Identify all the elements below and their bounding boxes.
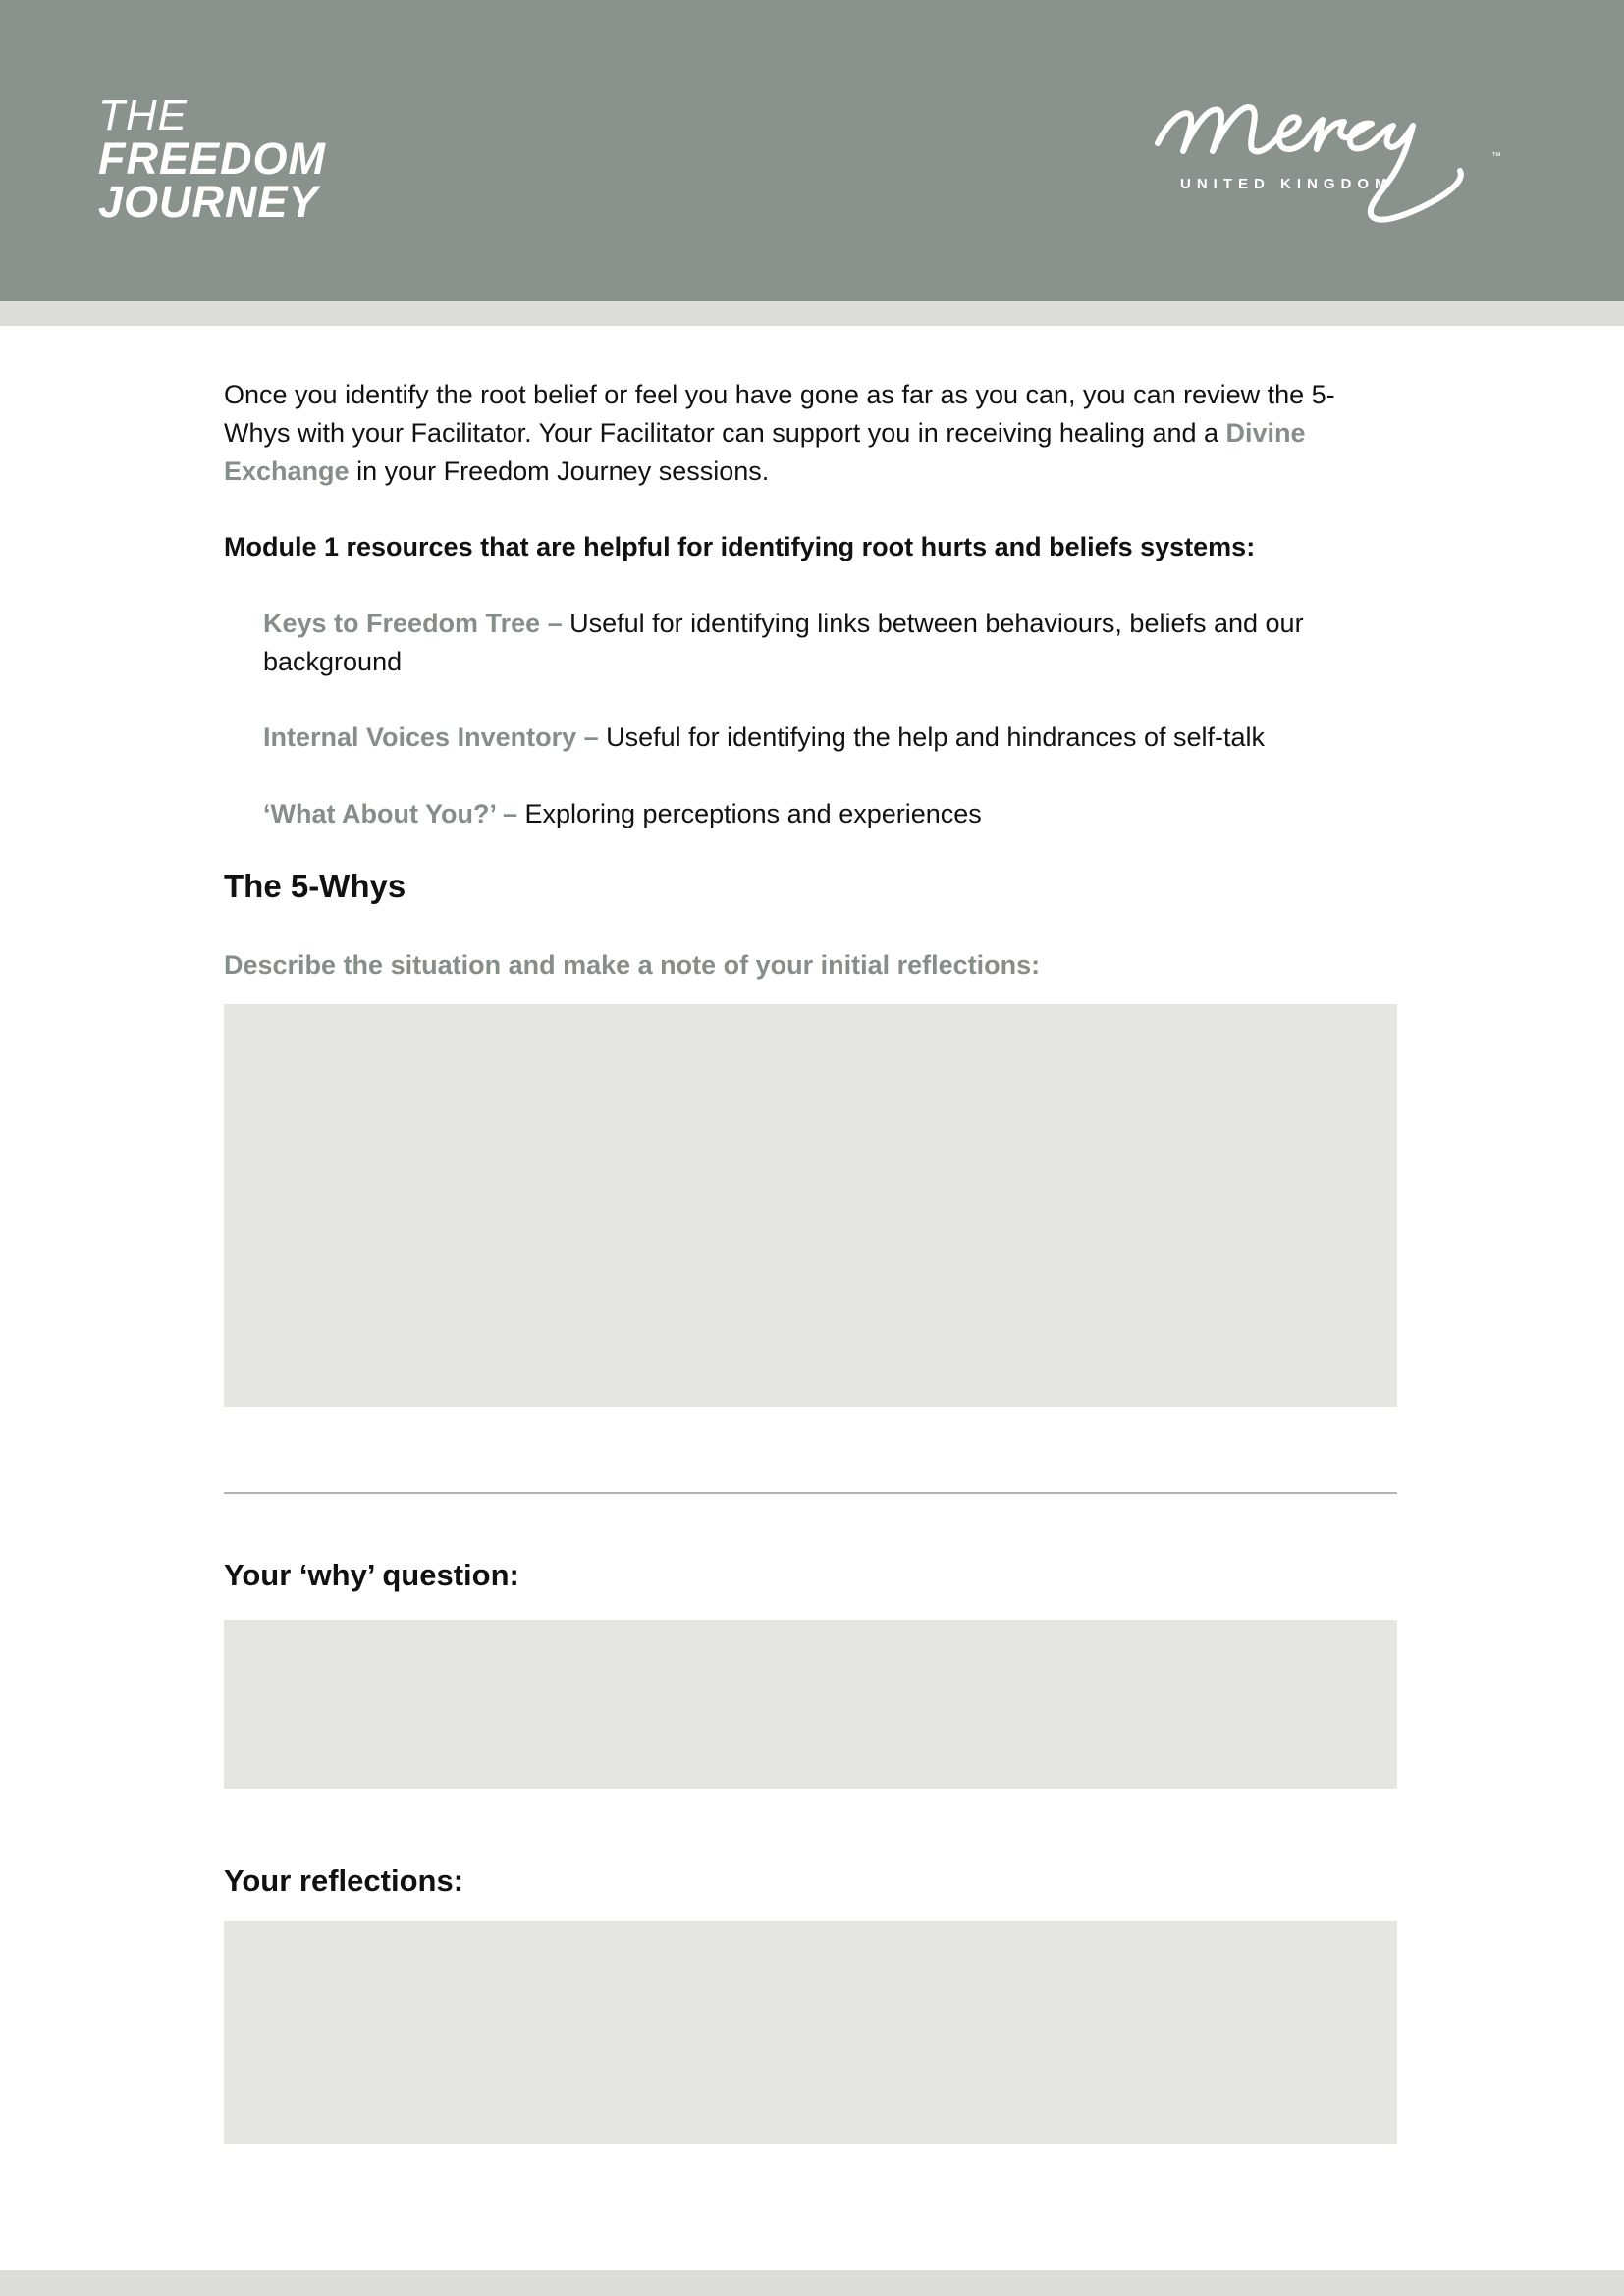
intro-text-after: in your Freedom Journey sessions. [349, 456, 770, 486]
resource-title: Keys to Freedom Tree – [263, 609, 563, 638]
brand-line-freedom: FREEDOM [98, 133, 326, 184]
resource-item-what-about-you [263, 795, 1402, 833]
brand-line-journey: JOURNEY [98, 177, 319, 227]
logo-subtitle: UNITED KINGDOM [1180, 176, 1393, 192]
brand-title [98, 91, 326, 227]
header-strip [0, 301, 1624, 326]
header-banner [0, 0, 1624, 301]
resources-heading: Module 1 resources that are helpful for identifying root hurts and beliefs systems: [224, 532, 1256, 561]
intro-paragraph [224, 376, 1398, 491]
resource-description: Useful for identifying the help and hindrances of self-talk [598, 722, 1266, 752]
section-divider [224, 1492, 1397, 1494]
situation-textbox[interactable] [224, 1004, 1397, 1407]
resource-item-internal-voices-inventory [263, 719, 1402, 757]
why-question-label: Your ‘why’ question: [224, 1558, 519, 1592]
resource-description: Useful for identifying links between behaviours, beliefs and our background [263, 609, 1304, 676]
section-title-5-whys: The 5-Whys [224, 868, 406, 904]
situation-label: Describe the situation and make a note of your initial reflections: [224, 950, 1041, 980]
resource-description: Exploring perceptions and experiences [516, 799, 982, 828]
why-question-textbox[interactable] [224, 1620, 1397, 1789]
reflections-textbox[interactable] [224, 1921, 1397, 2144]
divine-exchange-link: Divine Exchange [224, 418, 1306, 486]
footer-strip [0, 2270, 1624, 2296]
logo-trademark: ™ [1491, 151, 1501, 162]
resource-item-keys-to-freedom-tree [263, 605, 1402, 681]
intro-text-before: Once you identify the root belief or feel you have gone as far as you can, you can review the 5-Whys with your Facilitator. Your Facilitator can support you in receiving healing and a [224, 380, 1335, 448]
resource-title: Internal Voices Inventory – [263, 722, 599, 752]
resource-title: ‘What About You?’ – [263, 799, 517, 828]
mercy-logo [1154, 84, 1537, 232]
brand-line-the: THE [98, 91, 188, 139]
reflections-label: Your reflections: [224, 1863, 464, 1897]
mercy-logo-script [1154, 84, 1537, 232]
